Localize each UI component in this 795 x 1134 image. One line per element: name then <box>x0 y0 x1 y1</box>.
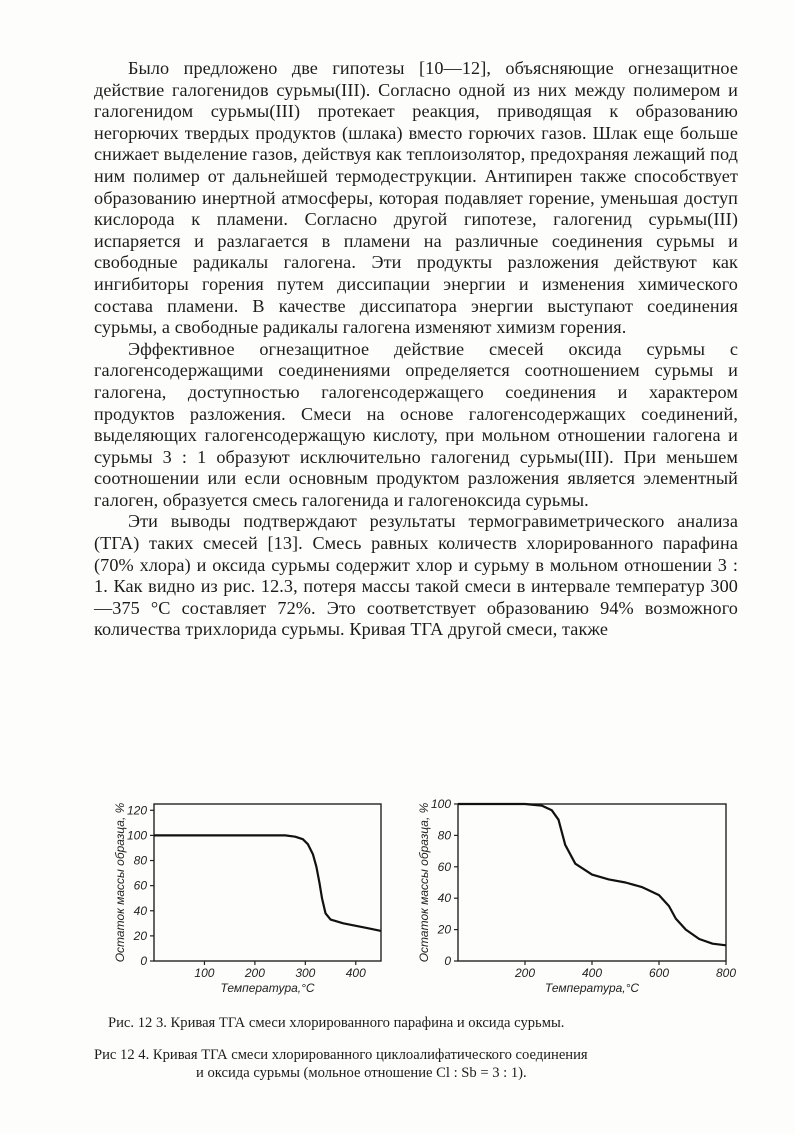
caption-fig-12-3: Рис. 12 3. Кривая ТГА смеси хлорированного парафина и оксида сурьмы. <box>108 1015 565 1031</box>
x-tick-label: 400 <box>345 966 366 980</box>
y-tick-label: 20 <box>437 922 451 937</box>
x-tick-label: 400 <box>581 966 603 980</box>
x-tick-label: 300 <box>295 966 316 980</box>
tga-curve <box>154 835 381 931</box>
x-tick-label: 600 <box>648 966 670 980</box>
y-tick-label: 80 <box>437 828 451 843</box>
y-axis-label: Остаток массы образца, % <box>113 802 127 963</box>
y-tick-label: 60 <box>133 878 147 893</box>
body-text <box>94 58 738 641</box>
y-tick-label: 0 <box>140 954 147 968</box>
y-tick-label: 100 <box>126 828 147 843</box>
plot-frame <box>458 804 726 961</box>
paragraph-effectiveness: Эффективное огнезащитное действие смесей оксида сурьмы с галогенсодержащими соединениями определяется соотношением сурьмы и галогена, доступностью галогенсодержащего соединения и характером продуктов разложения. Смеси на основе галогенсодержащих соединений, выделяющих галогенсодержащую кислоту, при мольном отношении галогена и сурьмы 3 : 1 образуют исключительно галогенид сурьмы(III). При меньшем соотношении или если основным продуктом разложения является элементный галоген, образуется смесь галогенида и галогеноксида сурьмы. <box>94 338 738 510</box>
plot-frame <box>154 804 381 961</box>
y-axis-label: Остаток массы образца, % <box>418 802 431 963</box>
y-tick-label: 0 <box>444 954 451 968</box>
tga-chart-12-3 <box>98 796 398 1004</box>
paragraph-hypotheses: Было предложено две гипотезы [10—12], объясняющие огнезащитное действие галогенидов сурьмы(III). Согласно одной из них между полимером и галогенидом сурьмы(III) протекает реакция, приводящая к образованию негорючих твердых продуктов (шлака) вместо горючих газов. Шлак еще больше снижает выделение газов, действуя как теплоизолятор, предохраняя лежащий под ним полимер от дальнейшей термодеструкции. Антипирен также способствует образованию инертной атмосферы, которая подавляет горение, уменьшая доступ кислорода к пламени. Согласно другой гипотезе, галогенид сурьмы(III) испаряется и разлагается в пламени на различные соединения сурьмы и свободные радикалы галогена. Эти продукты разложения действуют как ингибиторы горения путем диссипации энергии и изменения химического состава пламени. В качестве диссипатора энергии выступают соединения сурьмы, а свободные радикалы галогена изменяют химизм горения. <box>94 58 738 338</box>
paragraph-tga-results: Эти выводы подтверждают результаты термогравиметрического анализа (ТГА) таких смесей [13]. Смесь равных количеств хлорированного парафина (70% хлора) и оксида сурьмы содержит хлор и сурьму в мольном отношении 3 : 1. Как видно из рис. 12.3, потеря массы такой смеси в интервале температур 300—375 °С составляет 72%. Это соответствует образованию 94% возможного количества трихлорида сурьмы. Кривая ТГА другой смеси, также <box>94 511 738 640</box>
y-tick-label: 80 <box>133 853 147 868</box>
x-axis-label: Температура,°С <box>220 981 315 995</box>
x-tick-label: 200 <box>514 966 536 980</box>
x-tick-label: 800 <box>715 966 737 980</box>
caption-fig-12-4-line1: Рис 12 4. Кривая ТГА смеси хлорированного циклоалифатического соединения <box>94 1047 588 1063</box>
y-tick-label: 40 <box>133 903 147 918</box>
figure-12-3 <box>98 796 398 1004</box>
caption-fig-12-4 <box>94 1046 744 1082</box>
y-tick-label: 60 <box>437 859 451 874</box>
x-tick-label: 100 <box>194 966 215 980</box>
y-tick-label: 40 <box>437 891 451 906</box>
tga-curve <box>458 804 726 945</box>
x-axis-label: Температура,°С <box>544 981 640 995</box>
x-tick-label: 200 <box>244 966 265 980</box>
y-tick-label: 120 <box>126 803 147 818</box>
figure-12-4 <box>418 796 748 1004</box>
caption-fig-12-4-line2: и оксида сурьмы (мольное отношение Cl : Sb = 3 : 1). <box>196 1065 527 1081</box>
tga-chart-12-4 <box>418 796 748 1004</box>
y-tick-label: 20 <box>133 928 147 943</box>
y-tick-label: 100 <box>430 797 451 811</box>
